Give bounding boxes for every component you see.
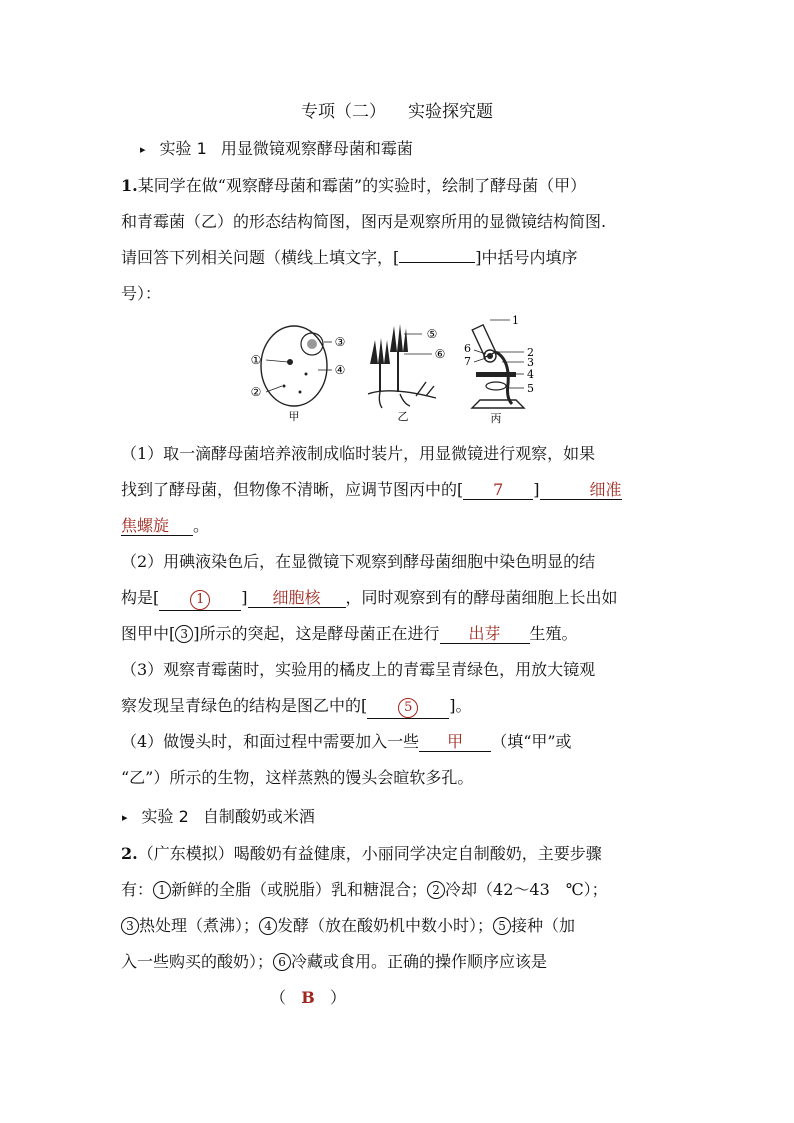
page-title: 专项（二） 实验探究题 <box>301 102 493 122</box>
q1-part4-line-1: （4）做馒头时，和面过程中需要加入一些 甲 （填“甲”或 <box>121 732 572 751</box>
q1-part1-line-1: （1）取一滴酵母菌培养液制成临时装片，用显微镜进行观察，如果 <box>121 444 596 463</box>
microscope-label-6: 6 <box>464 342 471 355</box>
microscope-label-2: 2 <box>527 346 534 359</box>
answer-blank: 7 <box>463 481 533 500</box>
yeast-label-3: ③ <box>334 335 346 349</box>
microscope-label-4: 4 <box>527 368 534 381</box>
q1-line-1: 1.某同学在做“观察酵母菌和霉菌”的实验时，绘制了酵母菌（甲） <box>121 176 587 195</box>
blank <box>399 262 475 263</box>
microscope-label-3: 3 <box>527 356 534 369</box>
microscope-label-1: 1 <box>512 314 519 327</box>
triangle-marker-icon: ▸ <box>140 143 146 156</box>
answer-blank: 细准 <box>540 481 622 500</box>
microscope-label-7: 7 <box>464 355 471 368</box>
q1-part1-line-3: 焦螺旋 。 <box>121 516 210 535</box>
figure-microbes-microscope <box>240 312 560 424</box>
q1-part2-line-3: 图甲中[ 3 ]所示的突起，这是酵母菌正在进行 出芽 生殖。 <box>121 624 578 643</box>
yeast-figure <box>251 326 346 423</box>
q1-line-3: 请回答下列相关问题（横线上填文字，[ ]中括号内填序 <box>121 248 578 267</box>
yeast-label-4: ④ <box>334 363 346 377</box>
q1-part2-line-1: （2）用碘液染色后，在显微镜下观察到酵母菌细胞中染色明显的结 <box>121 552 596 571</box>
yeast-label-2: ② <box>250 385 262 399</box>
caption-jia: 甲 <box>288 410 300 423</box>
q1-line-4: 号）： <box>121 284 162 303</box>
answer-choice: B <box>301 988 315 1007</box>
caption-yi: 乙 <box>397 410 409 423</box>
penicillium-figure <box>368 324 445 423</box>
microscope-figure <box>464 314 534 424</box>
answer-blank: 1 <box>159 589 241 611</box>
section-heading-1: ▸ 实验 1 用显微镜观察酵母菌和霉菌 <box>140 139 413 158</box>
answer-blank: 焦螺旋 <box>121 517 193 536</box>
q2-answer: （ B ） <box>270 988 347 1007</box>
q2-line-3: 3 热处理（煮沸）； 4 发酵（放在酸奶机中数小时）； 5 接种（加 <box>121 913 575 936</box>
q2-line-4: 入一些购买的酸奶）； 6 冷藏或食用。正确的操作顺序应该是 <box>121 952 548 971</box>
yeast-label-1: ① <box>250 353 262 367</box>
q1-line-2: 和青霉菌（乙）的形态结构简图，图丙是观察所用的显微镜结构简图. <box>121 212 607 231</box>
q2-line-2: 有： 1 新鲜的全脂（或脱脂）乳和糖混合； 2 冷却（42～43 ℃）； <box>121 880 608 899</box>
q1-part1-line-2: 找到了酵母菌，但物像不清晰，应调节图丙中的[ 7 ] 细准 <box>121 480 622 499</box>
penicillium-label-5: ⑤ <box>426 327 438 341</box>
triangle-marker-icon: ▸ <box>122 811 128 824</box>
answer-blank: 5 <box>367 697 449 719</box>
q1-part2-line-2: 构是[ 1 ] 细胞核 ，同时观察到有的酵母菌细胞上长出如 <box>121 585 618 611</box>
q1-part4-line-2: “乙”）所示的生物，这样蒸熟的馒头会暄软多孔。 <box>121 768 474 787</box>
q1-part3-line-1: （3）观察青霉菌时，实验用的橘皮上的青霉呈青绿色，用放大镜观 <box>121 660 596 679</box>
answer-blank: 细胞核 <box>248 589 346 608</box>
answer-blank: 出芽 <box>440 625 530 644</box>
q2-line-1: 2.（广东模拟）喝酸奶有益健康，小丽同学决定自制酸奶，主要步骤 <box>121 844 602 863</box>
q1-part3-line-2: 察发现呈青绿色的结构是图乙中的[ 5 ]。 <box>121 693 472 719</box>
section-heading-2: ▸ 实验 2 自制酸奶或米酒 <box>122 807 315 826</box>
microscope-label-5: 5 <box>527 382 534 395</box>
penicillium-label-6: ⑥ <box>434 347 446 361</box>
caption-bing: 丙 <box>490 412 502 424</box>
answer-blank: 甲 <box>419 733 491 752</box>
